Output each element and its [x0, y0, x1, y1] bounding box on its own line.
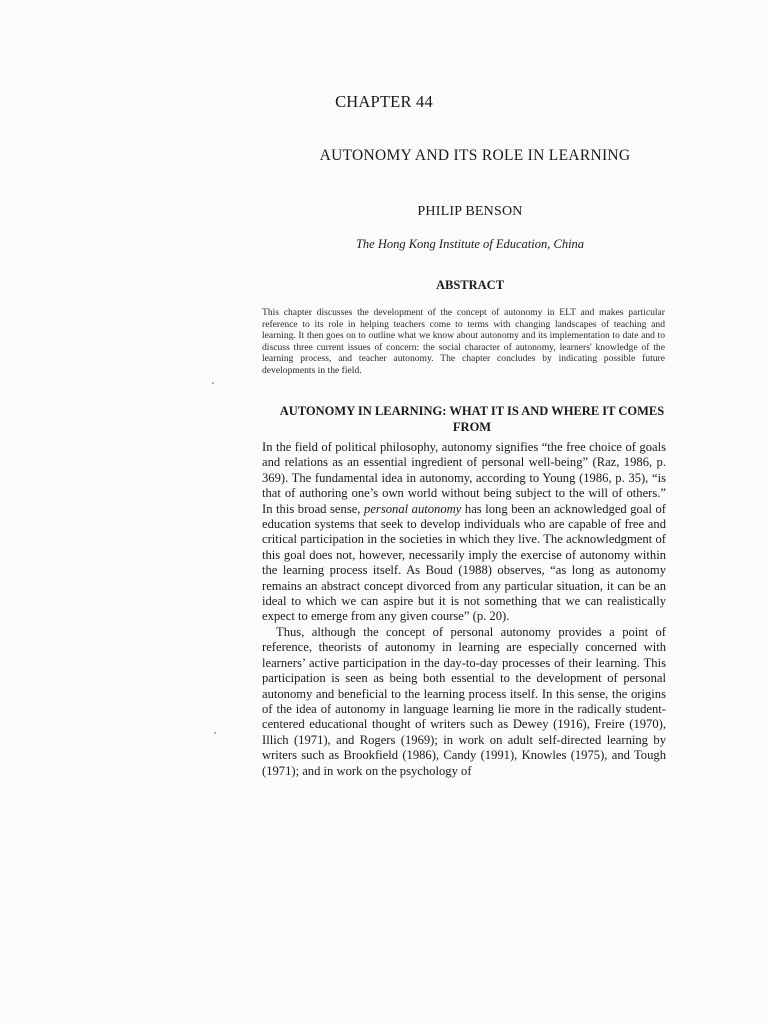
abstract-text: This chapter discusses the development of the concept of autonomy in ELT and makes particular reference to its role in helping teachers come to terms with changing landscapes of teaching and learning. It then goes on to outline what we know about autonomy and its implementation to date and to discuss three current issues of concern: the social character of autonomy, learners' knowledge of the learning process, and teacher autonomy. The chapter concludes by indicating possible future developments in the field.: [262, 307, 665, 376]
abstract-heading: ABSTRACT: [435, 278, 505, 292]
section-heading: AUTONOMY IN LEARNING: WHAT IT IS AND WHERE IT COMES FROM: [279, 404, 665, 434]
paragraph-1-text-a: In the field of political philosophy, autonomy signifies “the free choice of goals and relations as an essential ingredient of personal well-being” (Raz, 1986, p. 369). The fundamental idea in autonomy, according to Young (1986, p. 35), “is that of authoring one’s own world without being subject to the will of others.” In this broad sense,: [262, 440, 666, 516]
author-affiliation: The Hong Kong Institute of Education, China: [355, 237, 585, 251]
body-text: [262, 440, 666, 779]
scan-speck: [212, 382, 214, 384]
scan-speck: [214, 732, 216, 734]
chapter-label: CHAPTER 44: [335, 92, 433, 111]
chapter-title: AUTONOMY AND ITS ROLE IN LEARNING: [319, 147, 631, 164]
body-paragraph-2: Thus, although the concept of personal autonomy provides a point of reference, theorists of autonomy in learning are especially concerned with learners’ active participation in the day-to-day processes of their learning. This participation is seen as being both essential to the development of personal autonomy and beneficial to the learning process itself. In this sense, the origins of the idea of autonomy in language learning lie more in the radically student-centered educational thought of writers such as Dewey (1916), Freire (1970), Illich (1971), and Rogers (1969); in work on adult self-directed learning by writers such as Brookfield (1986), Candy (1991), Knowles (1975), and Tough (1971); and in work on the psychology of: [262, 624, 666, 778]
paragraph-1-emphasis: personal autonomy: [364, 501, 462, 516]
paragraph-1-text-b: has long been an acknowledged goal of education systems that seek to develop individuals who are capable of free and critical participation in the societies in which they live. The acknowledgment of this goal does not, however, necessarily imply the exercise of autonomy within the learning process itself. As Boud (1988) observes, “as long as autonomy remains an abstract concept divorced from any particular situation, it can be an ideal to which we can aspire but it is not something that we can realistically expect to emerge from any given course” (p. 20).: [262, 501, 666, 624]
author-name: PHILIP BENSON: [417, 204, 523, 219]
body-paragraph-1: [262, 440, 666, 625]
